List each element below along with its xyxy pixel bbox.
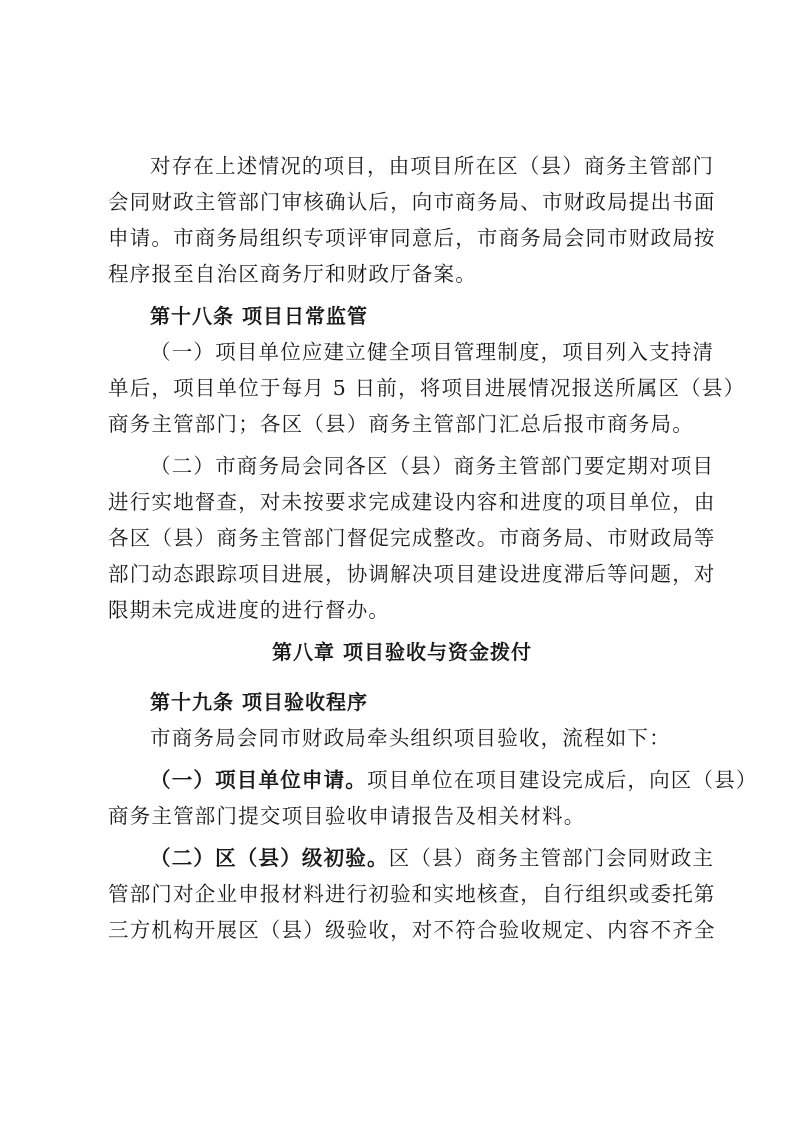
item-text: 项目单位在项目建设完成后，向区（县） xyxy=(367,768,758,792)
paragraph xyxy=(108,448,716,628)
text-line: （二）市商务局会同各区（县）商务主管部门要定期对项目 xyxy=(150,454,715,478)
text-line: 限期未完成进度的进行督办。 xyxy=(108,598,391,622)
text-line: 商务主管部门提交项目验收申请报告及相关材料。 xyxy=(108,804,586,828)
article-18-heading: 第十八条 项目日常监管 xyxy=(150,304,368,328)
text-line xyxy=(108,840,715,876)
chapter-8-heading: 第八章 项目验收与资金拨付 xyxy=(272,640,532,664)
text-line: 部门动态跟踪项目进展，协调解决项目建设进度滞后等问题，对 xyxy=(108,562,716,586)
item-text: 区（县）商务主管部门会同财政主 xyxy=(388,846,715,870)
document-page xyxy=(108,148,758,948)
text-line: 对存在上述情况的项目，由项目所在区（县）商务主管部门 xyxy=(150,154,715,178)
paragraph xyxy=(108,334,746,442)
text-line: 各区（县）商务主管部门督促完成整改。市商务局、市财政局等 xyxy=(108,526,716,550)
text-line: 单后，项目单位于每月 5 日前，将项目进展情况报送所属区（县） xyxy=(108,376,746,400)
article-19-heading: 第十九条 项目验收程序 xyxy=(150,690,368,714)
paragraph xyxy=(108,720,696,756)
text-line: 程序报至自治区商务厅和财政厅备案。 xyxy=(108,262,477,286)
text-line xyxy=(108,762,758,798)
text-line: 市商务局会同市财政局牵头组织项目验收，流程如下： xyxy=(150,726,671,750)
paragraph xyxy=(108,840,716,948)
paragraph xyxy=(108,148,716,292)
text-line: 申请。市商务局组织专项评审同意后，市商务局会同市财政局按 xyxy=(108,226,716,250)
text-line: （一）项目单位应建立健全项目管理制度，项目列入支持清 xyxy=(150,340,715,364)
text-line: 三方机构开展区（县）级验收，对不符合验收规定、内容不齐全 xyxy=(108,918,716,942)
item-lead: （一）项目单位申请。 xyxy=(150,768,367,792)
text-line: 管部门对企业申报材料进行初验和实地核查，自行组织或委托第 xyxy=(108,882,716,906)
text-line: 商务主管部门；各区（县）商务主管部门汇总后报市商务局。 xyxy=(108,412,694,436)
text-line: 进行实地督查，对未按要求完成建设内容和进度的项目单位，由 xyxy=(108,490,716,514)
item-lead: （二）区（县）级初验。 xyxy=(150,846,389,870)
text-line: 会同财政主管部门审核确认后，向市商务局、市财政局提出书面 xyxy=(108,190,716,214)
paragraph xyxy=(108,762,758,834)
